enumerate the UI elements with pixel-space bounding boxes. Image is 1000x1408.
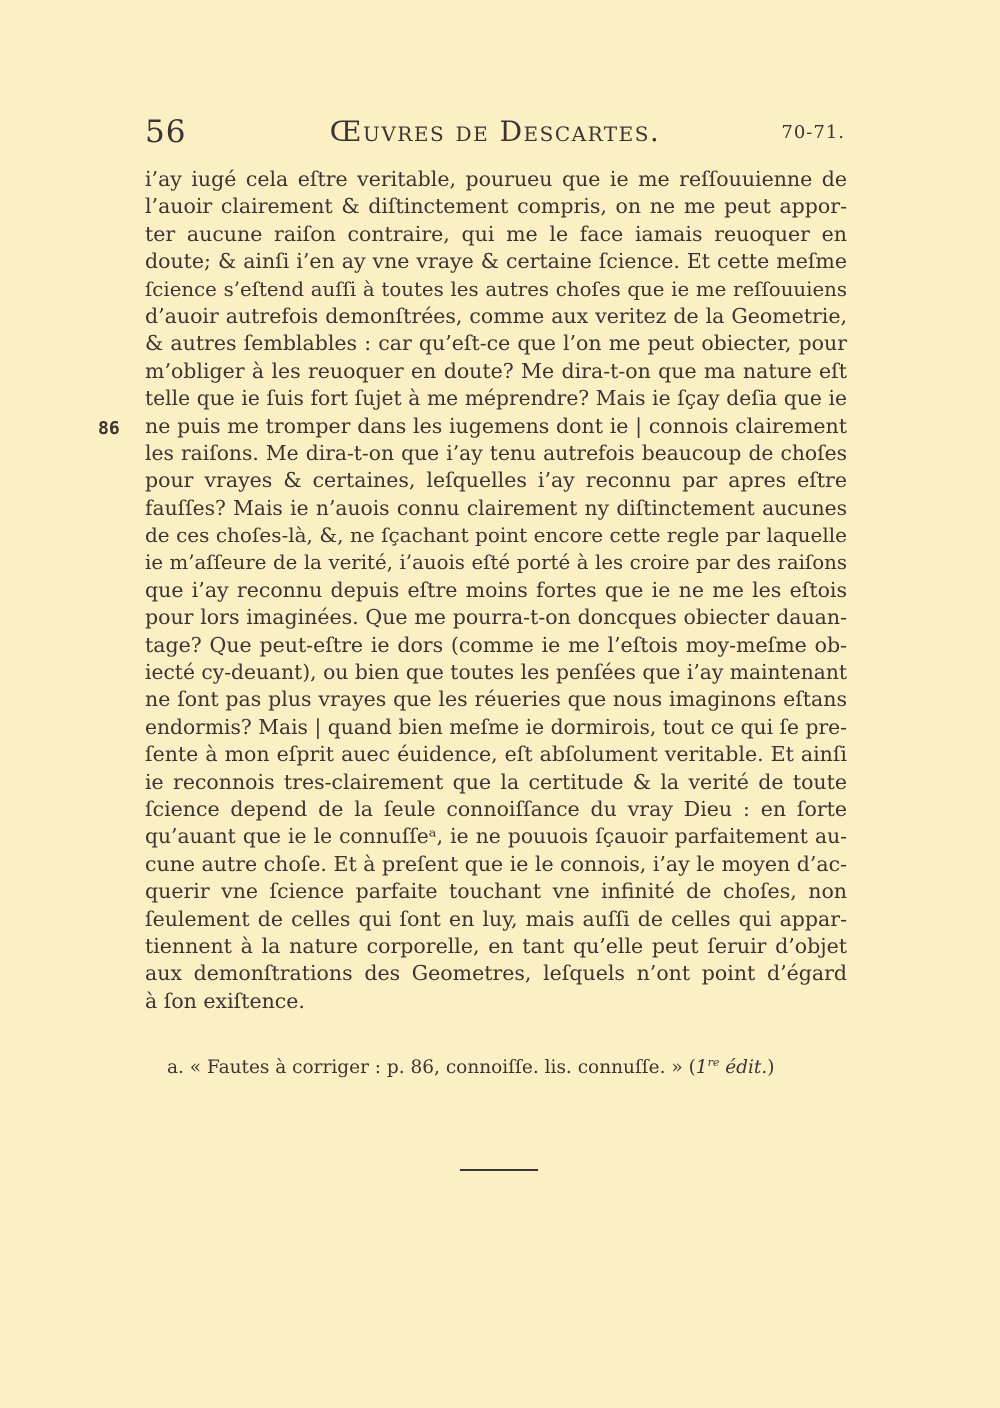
footnote xyxy=(167,1055,774,1081)
text-line: doute; & ainſi i’en ay vne vraye & certaine ſcience. Et cette meſme xyxy=(145,249,847,274)
text-line: i’ay iugé cela eſtre veritable, pourueu que ie me reſſouuienne de xyxy=(145,167,847,191)
text-line: endormis? Mais | quand bien meſme ie dormirois, tout ce qui ſe pre- xyxy=(145,714,847,739)
footnote-source-open: ( xyxy=(688,1057,696,1078)
text-line: ter aucune raiſon contraire, qui me le face iamais reuoquer en xyxy=(145,221,847,246)
footnote-edition-label: édit. xyxy=(719,1057,768,1078)
footnote-edition-superscript: re xyxy=(707,1055,720,1069)
text-line: à ſon exiſtence. xyxy=(145,988,305,1013)
text-line: tiennent à la nature corporelle, en tant qu’elle peut ſeruir d’objet xyxy=(145,933,847,958)
margin-page-reference: 86 xyxy=(98,418,120,439)
text-line: ſente à mon eſprit auec éuidence, eſt abſolument veritable. Et ainſi xyxy=(145,742,847,767)
body-text xyxy=(145,166,847,1015)
text-line: ſeulement de celles qui ſont en luy, mais auſſi de celles qui appar- xyxy=(145,906,847,931)
text-line: pour lors imaginées. Que me pourra-t-on doncques obiecter dauan- xyxy=(145,605,847,630)
text-line: l’auoir clairement & diſtinctement compris, on ne me peut appor- xyxy=(145,194,847,219)
footnote-text: a. « Fautes à corriger : p. 86, connoiſſe. lis. connuſſe. » xyxy=(167,1057,683,1078)
text-line: ie reconnois tres-clairement que la certitude & la verité de toute xyxy=(145,769,847,794)
text-line: ne puis me tromper dans les iugemens dont ie | connois clairement xyxy=(145,413,847,438)
page-number: 56 xyxy=(145,114,187,150)
folio-reference: 70-71. xyxy=(781,122,845,143)
text-line: les raiſons. Me dira-t-on que i’ay tenu autrefois beaucoup de choſes xyxy=(145,440,847,465)
text-line: ſcience s’eſtend auſſi à toutes les autres choſes que ie me reſſouuiens xyxy=(145,277,847,301)
text-line: iecté cy-deuant), ou bien que toutes les penſées que i’ay maintenant xyxy=(145,660,847,685)
footnote-source-close: ) xyxy=(767,1057,775,1078)
text-line: de ces choſes-là, &, ne ſçachant point encore cette regle par laquelle xyxy=(145,523,847,548)
footnote-edition-number: 1 xyxy=(695,1057,708,1078)
page-header xyxy=(145,112,845,152)
text-line: tage? Que peut-eſtre ie dors (comme ie me l’eſtois moy-meſme ob- xyxy=(145,632,847,657)
text-line: ne ſont pas plus vrayes que les réueries que nous imaginons eſtans xyxy=(145,687,847,712)
text-line: qu’auant que ie le connuſſeᵃ, ie ne pouuois ſçauoir parfaitement au- xyxy=(145,824,847,849)
text-line: ie m’aſſeure de la verité, i’auois eſté porté à les croire par des raiſons xyxy=(145,551,847,575)
text-line: aux demonſtrations des Geometres, leſquels n’ont point d’égard xyxy=(145,961,847,986)
text-line: pour vrayes & certaines, leſquelles i’ay reconnu par apres eſtre xyxy=(145,468,847,493)
end-rule xyxy=(460,1169,538,1171)
footnote-source xyxy=(689,1057,775,1078)
text-line: fauſſes? Mais ie n’auois connu clairement ny diſtinctement aucunes xyxy=(145,495,847,520)
text-line: telle que ie ſuis fort ſujet à me méprendre? Mais ie ſçay deſia que ie xyxy=(145,386,847,411)
text-line: ſcience depend de la ſeule connoiſſance du vray Dieu : en ſorte xyxy=(145,796,847,821)
text-line: que i’ay reconnu depuis eſtre moins fortes que ie ne me les eſtois xyxy=(145,577,847,602)
text-line: d’auoir autrefois demonſtrées, comme aux veritez de la Geometrie, xyxy=(145,303,847,328)
running-title: Œuvres de Descartes. xyxy=(329,115,661,148)
text-line: m’obliger à les reuoquer en doute? Me dira-t-on que ma nature eſt xyxy=(145,358,847,383)
text-line: cune autre choſe. Et à preſent que ie le connois, i’ay le moyen d’ac- xyxy=(145,851,847,876)
text-line: & autres ſemblables : car qu’eſt-ce que l’on me peut obiecter, pour xyxy=(145,331,847,356)
text-line: querir vne ſcience parfaite touchant vne infinité de choſes, non xyxy=(145,879,847,904)
